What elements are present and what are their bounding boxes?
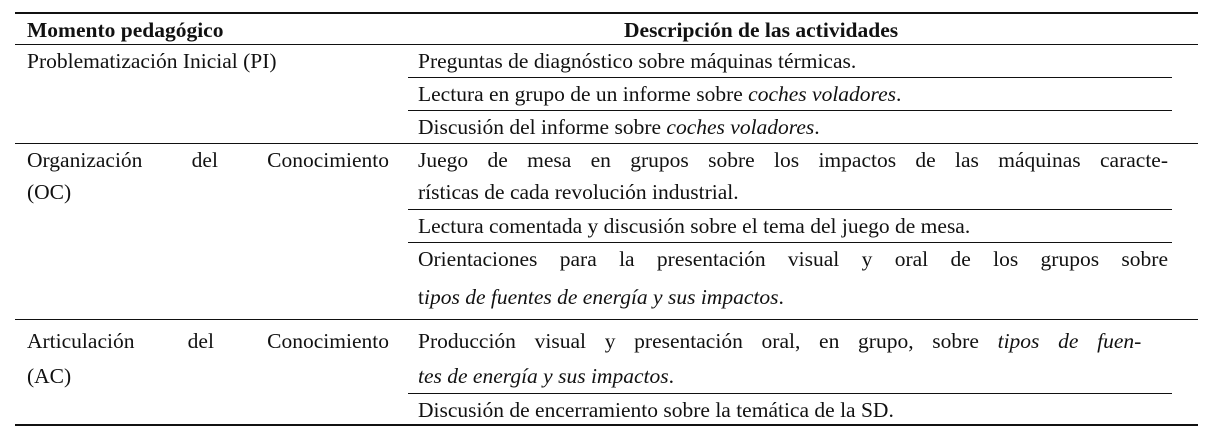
activity-divider (408, 242, 1172, 243)
moment-pi: Problematización Inicial (PI) (27, 49, 277, 73)
moment-ac-line2: (AC) (27, 364, 72, 388)
activity-ac-1-line2: tes de energía y sus impactos. (418, 364, 674, 388)
table-bottom-rule (15, 424, 1198, 426)
section-rule (15, 143, 1198, 144)
activity-oc-1-line1: Juego de mesa en grupos sobre los impactos de las máquinas caracte- (418, 148, 1168, 172)
activity-oc-1-line2: rísticas de cada revolución industrial. (418, 180, 739, 204)
header-description: Descripción de las actividades (624, 18, 899, 42)
activity-oc-3-line1: Orientaciones para la presentación visual y oral de los grupos sobre (418, 247, 1168, 271)
activity-divider (408, 393, 1172, 394)
activity-divider (408, 110, 1172, 111)
header-moment: Momento pedagógico (27, 18, 224, 42)
activity-oc-2: Lectura comentada y discusión sobre el tema del juego de mesa. (418, 214, 971, 238)
activity-ac-1-line1: Producción visual y presentación oral, en grupo, sobre tipos de fuen- (418, 329, 1142, 353)
activity-pi-3: Discusión del informe sobre coches voladores. (418, 115, 820, 139)
table-top-rule (15, 12, 1198, 14)
section-rule (15, 319, 1198, 320)
moment-oc-line1: Organización del Conocimiento (27, 148, 389, 172)
activity-ac-2: Discusión de encerramiento sobre la temática de la SD. (418, 398, 894, 422)
activity-oc-3-line2: tipos de fuentes de energía y sus impactos. (418, 285, 784, 309)
activity-divider (408, 77, 1172, 78)
activity-pi-1: Preguntas de diagnóstico sobre máquinas térmicas. (418, 49, 857, 73)
header-rule (15, 44, 1198, 45)
moment-ac-line1: Articulación del Conocimiento (27, 329, 389, 353)
activity-divider (408, 209, 1172, 210)
moment-oc-line2: (OC) (27, 180, 72, 204)
activity-pi-2: Lectura en grupo de un informe sobre coches voladores. (418, 82, 902, 106)
